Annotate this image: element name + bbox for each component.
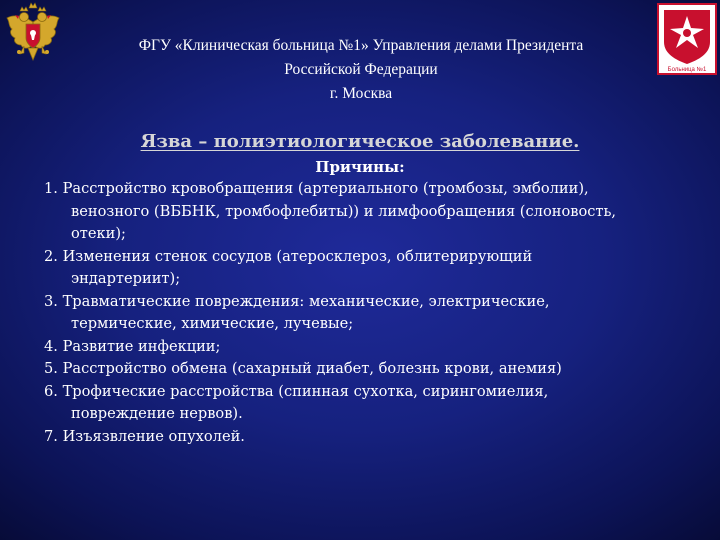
list-item-line: термические, химические, лучевые; [71,315,354,332]
causes-list [44,178,704,448]
list-item-line: 5. Расстройство обмена (сахарный диабет, болезнь крови, анемия) [44,360,562,377]
list-item-line: 1. Расстройство кровобращения (артериального (тромбозы, эмболии), [44,180,589,197]
list-item-line: венозного (ВББНК, тромбофлебиты)) и лимфообращения (слоновость, [71,202,617,220]
list-item-line: эндартериит); [71,270,181,287]
logo-caption [668,66,707,73]
list-item [44,426,704,449]
list-item-line: 4. Развитие инфекции; [44,337,221,355]
list-item [44,246,704,291]
coat-of-arms-icon [4,2,62,72]
list-item-line: 2. Изменения стенок сосудов (атеросклероз, облитерирующий [44,247,533,265]
list-item-line: 6. Трофические расстройства (спинная сухотка, сирингомиелия, [44,382,549,400]
hospital-logo-icon [656,2,718,76]
list-item-line: 7. Изъязвление опухолей. [44,427,245,445]
header-line-organization: ФГУ «Клиническая больница №1» Управления делами Президента [138,37,584,54]
slide-title: Язва – полиэтиологическое заболевание. [140,131,580,152]
header-line-city: г. Москва [329,85,393,102]
list-item-line: повреждение нервов). [71,405,243,422]
list-item [44,381,704,426]
list-item [44,336,704,359]
header-line-federation: Российской Федерации [284,61,438,78]
list-item-line: отеки); [71,225,126,242]
svg-text:Больница №1: Больница №1 [667,67,707,73]
list-item [44,291,704,336]
list-item-line: 3. Травматические повреждения: механические, электрические, [44,292,550,310]
list-item [44,358,704,381]
header [70,34,652,106]
slide-subtitle: Причины: [315,158,405,176]
list-item [44,178,704,246]
